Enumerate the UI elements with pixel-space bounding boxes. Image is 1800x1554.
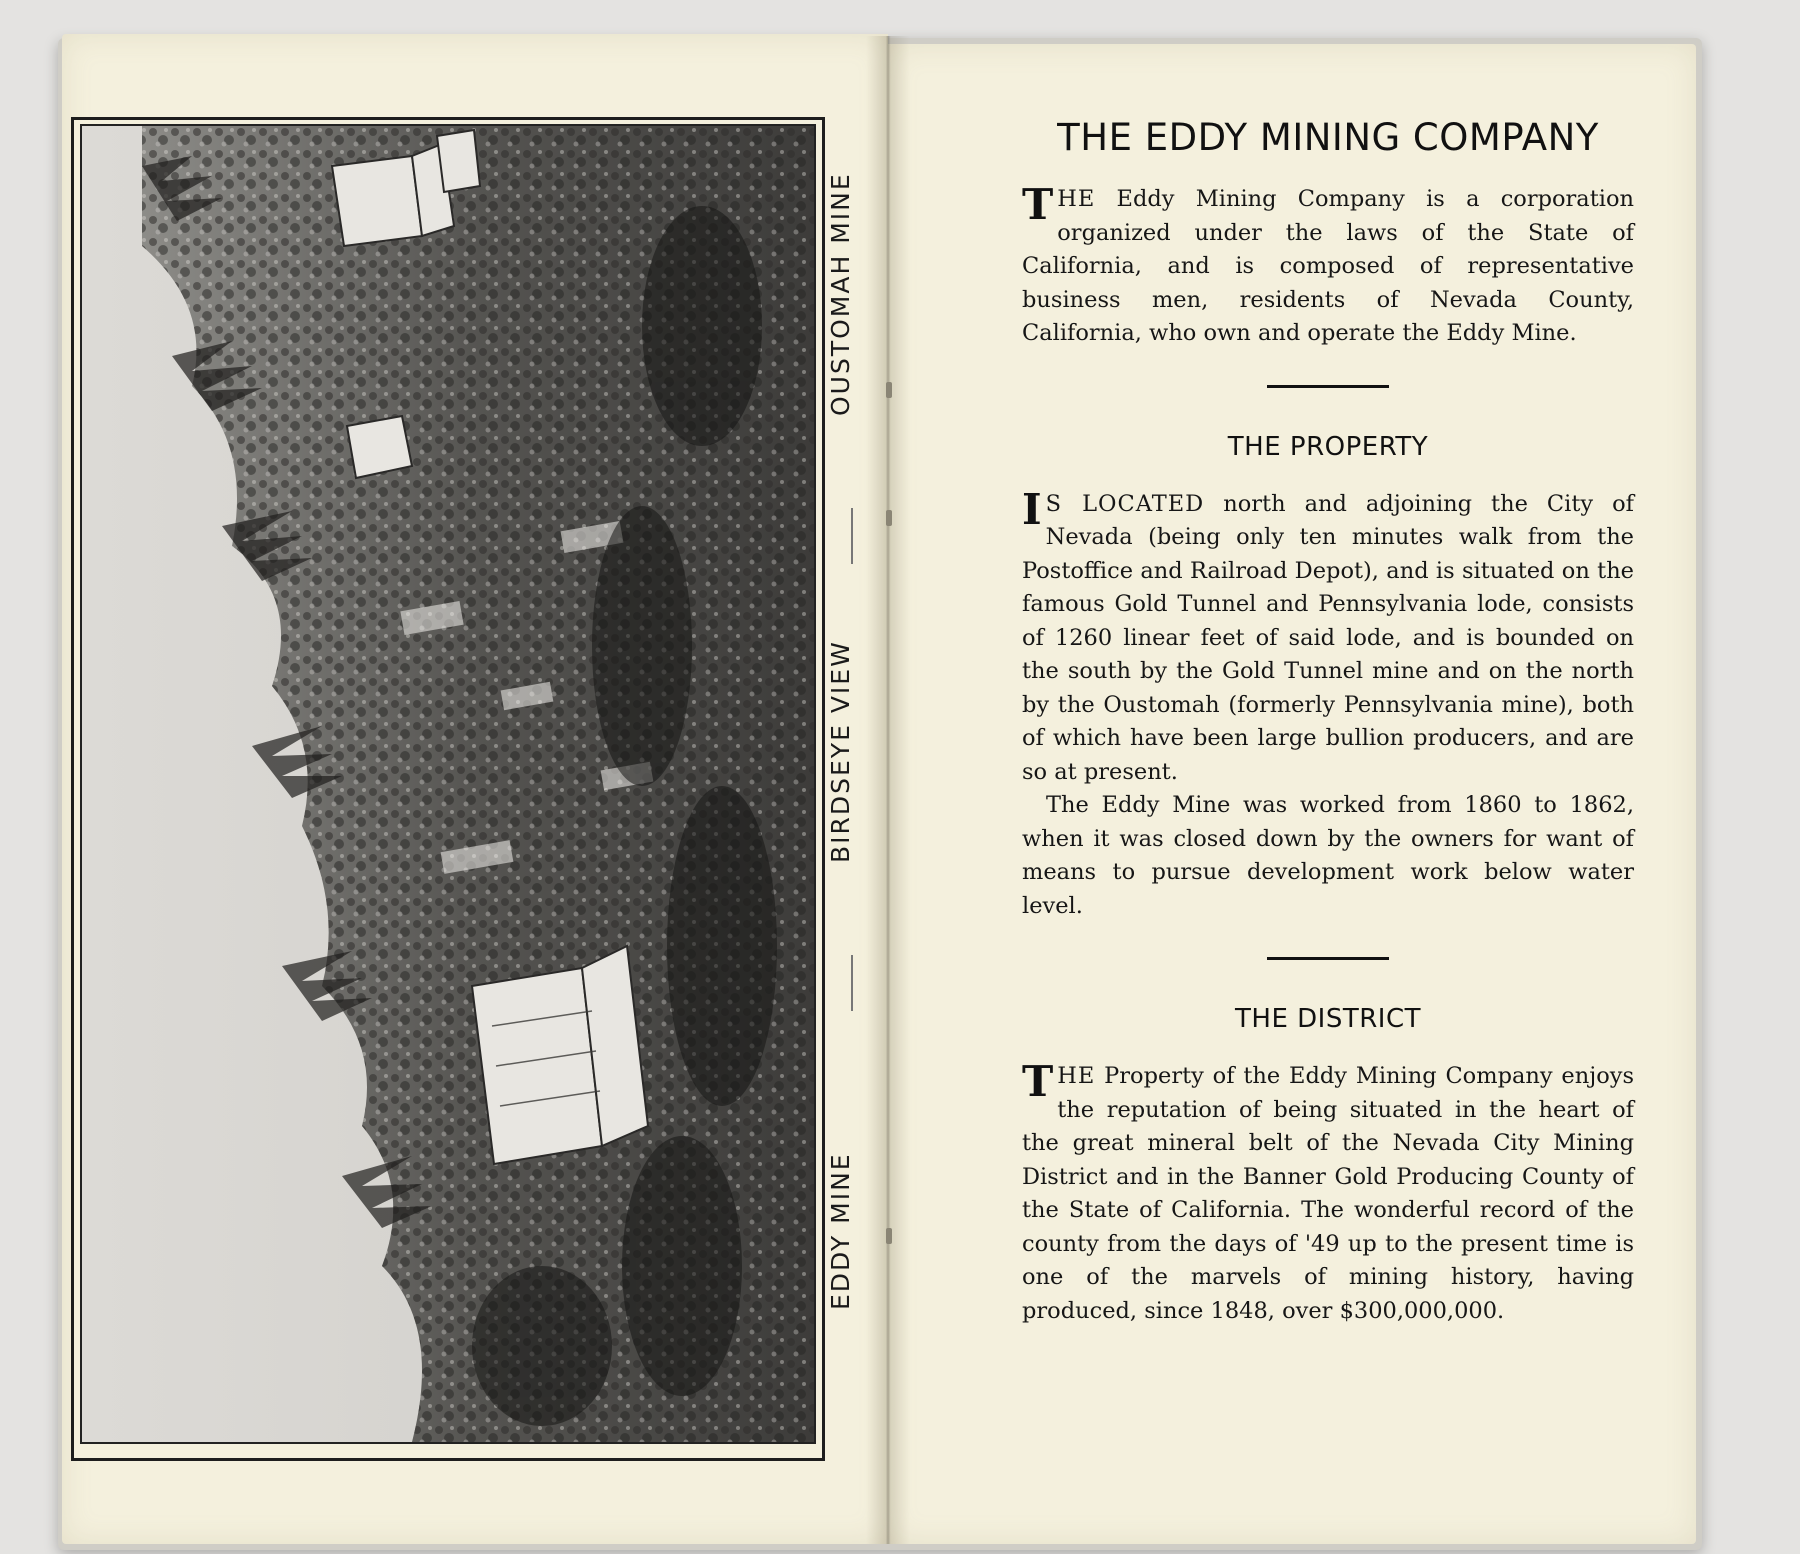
- article-column: [1022, 108, 1634, 1328]
- drop-cap: T: [1022, 1057, 1054, 1106]
- section-heading-property: THE PROPERTY: [1227, 431, 1429, 462]
- caption-oustomah-mine: OUSTOMAH MINE: [826, 172, 855, 416]
- section-divider: [1267, 385, 1389, 388]
- district-text: Property of the Eddy Mining Company enjoys the reputation of being situated in the heart of the great mineral belt of the Nevada City Mining District and in the Banner Gold Producing County of the State of California. The wonderful record of the county from the days of '49 up to the present time is one of the marvels of mining history, having produced, since 1848, over $300,000,000.: [1022, 1063, 1635, 1324]
- booklet-gutter: [866, 36, 910, 1544]
- birdseye-photo: [80, 124, 816, 1444]
- district-paragraph: [1022, 1057, 1635, 1328]
- page-title: THE EDDY MINING COMPANY: [1057, 116, 1599, 159]
- staple: [886, 510, 892, 526]
- section-heading-district: THE DISTRICT: [1235, 1004, 1421, 1034]
- caption-birdseye-view: BIRDSEYE VIEW: [826, 640, 855, 863]
- lead-caps: S LOCATED: [1045, 490, 1205, 517]
- property-paragraph-2: The Eddy Mine was worked from 1860 to 1862, when it was closed down by the owners for want of means to pursue development work below water level.: [1022, 792, 1634, 919]
- drop-cap: I: [1022, 484, 1042, 534]
- staple: [886, 1228, 892, 1244]
- lead-caps: HE: [1057, 186, 1096, 212]
- section-divider: [1267, 957, 1389, 960]
- staple: [886, 382, 892, 398]
- property-text: north and adjoining the City of Nevada (being only ten minutes walk from the Postoffice and Railroad Depot), and is situated on the famous Gold Tunnel and Pennsylvania lode, consists of 1260 linear feet of said lode, and is bounded on the south by the Gold Tunnel mine and on the north by the Oustomah (formerly Pennsylvania mine), both of which have been large bullion producers, and are so at present.: [1022, 490, 1634, 785]
- caption-eddy-mine: EDDY MINE: [826, 1152, 855, 1310]
- caption-divider: [851, 955, 853, 1011]
- birdseye-photo-image: [82, 126, 814, 1442]
- property-paragraph: [1022, 484, 1634, 790]
- photo-frame: [71, 117, 825, 1461]
- lead-caps: HE: [1057, 1063, 1096, 1089]
- caption-divider: [851, 508, 853, 564]
- intro-text: Eddy Mining Company is a corporation organized under the laws of the State of California, and is composed of representative business men, residents of Nevada County, California, who own and operate the Eddy Mine.: [1022, 186, 1635, 346]
- drop-cap: T: [1022, 180, 1054, 229]
- intro-paragraph: [1022, 180, 1635, 351]
